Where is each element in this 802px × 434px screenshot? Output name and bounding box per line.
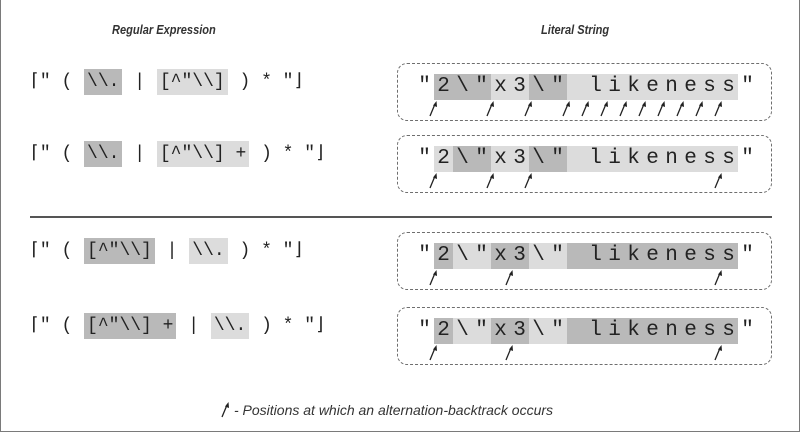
literal-char: e (643, 318, 662, 344)
literal-char: e (681, 146, 700, 172)
literal-char: l (586, 74, 605, 100)
literal-char: " (418, 147, 431, 170)
regex-segment: ) * "⌋ (228, 72, 305, 92)
regex-segment: ⌈" ( (29, 241, 84, 261)
literal-char: e (681, 74, 700, 100)
literal-char: e (643, 74, 662, 100)
literal-char: \ (529, 318, 548, 344)
regex-segment: | (177, 316, 210, 336)
literal-char: " (548, 318, 567, 344)
backtrack-arrow-icon (694, 101, 704, 117)
backtrack-arrow-icon (599, 101, 609, 117)
literal-char: x (491, 243, 510, 269)
literal-chars (415, 74, 757, 100)
literal-char: s (700, 243, 719, 269)
regex-segment: | (123, 144, 156, 164)
literal-string-box-4 (397, 307, 772, 365)
literal-char: " (418, 75, 431, 98)
backtrack-arrow-icon (561, 101, 571, 117)
literal-char: n (662, 74, 681, 100)
backtrack-arrow-icon (637, 101, 647, 117)
literal-char: i (605, 318, 624, 344)
regex-segment: | (123, 72, 156, 92)
backtrack-arrow-icon (504, 345, 514, 361)
literal-char: s (719, 146, 738, 172)
regex-segment: [^"\\] + (84, 313, 176, 339)
literal-char: e (643, 243, 662, 269)
literal-chars (415, 146, 757, 172)
regex-segment: \\. (84, 69, 122, 95)
literal-chars (415, 243, 757, 269)
literal-char: 2 (434, 146, 453, 172)
literal-char: e (643, 146, 662, 172)
backtrack-arrow-icon (618, 101, 628, 117)
literal-char: e (681, 318, 700, 344)
literal-char: " (548, 243, 567, 269)
regex-row-2 (28, 139, 327, 169)
literal-char: x (491, 74, 510, 100)
literal-char: 3 (510, 146, 529, 172)
literal-char: x (491, 318, 510, 344)
literal-char: 2 (434, 74, 453, 100)
literal-char: i (605, 243, 624, 269)
literal-char: " (741, 319, 754, 342)
literal-char: i (605, 146, 624, 172)
literal-char: s (719, 243, 738, 269)
backtrack-arrow-icon (675, 101, 685, 117)
literal-char: 3 (510, 318, 529, 344)
literal-char: e (681, 243, 700, 269)
literal-char: \ (453, 146, 472, 172)
backtrack-arrow-icon (428, 345, 438, 361)
literal-char: k (624, 318, 643, 344)
literal-char: 2 (434, 318, 453, 344)
backtrack-arrow-icon (713, 345, 723, 361)
regex-segment: ) * "⌋ (228, 241, 305, 261)
literal-char: " (418, 244, 431, 267)
literal-char: l (586, 146, 605, 172)
literal-char (567, 318, 586, 344)
regex-segment: ⌈" ( (29, 72, 84, 92)
regex-row-1 (28, 67, 305, 97)
literal-char: s (700, 318, 719, 344)
backtrack-arrow-icon (713, 173, 723, 189)
literal-char: \ (453, 318, 472, 344)
literal-char: \ (453, 74, 472, 100)
literal-char: " (741, 75, 754, 98)
literal-chars (415, 318, 757, 344)
backtrack-arrow-icon (485, 173, 495, 189)
regex-segment: ⌈" ( (29, 316, 84, 336)
regex-segment: [^"\\] + (157, 141, 249, 167)
regex-segment: \\. (211, 313, 249, 339)
literal-char: l (586, 243, 605, 269)
section-divider (30, 216, 772, 218)
literal-char: k (624, 243, 643, 269)
regex-segment: ⌈" ( (29, 144, 84, 164)
literal-char: 2 (434, 243, 453, 269)
regex-segment: \\. (189, 238, 227, 264)
regex-segment: ) * "⌋ (250, 316, 326, 336)
literal-char: s (719, 74, 738, 100)
literal-char: n (662, 318, 681, 344)
backtrack-arrow-icon (428, 173, 438, 189)
backtrack-arrow-icon (580, 101, 590, 117)
regex-segment: [^"\\] (84, 238, 155, 264)
backtrack-arrow-icon (523, 173, 533, 189)
backtrack-arrow-icon (428, 270, 438, 286)
literal-char: " (472, 318, 491, 344)
literal-string-box-3 (397, 232, 772, 290)
header-regular-expression: Regular Expression (112, 22, 216, 37)
literal-char: " (741, 147, 754, 170)
literal-char: \ (453, 243, 472, 269)
backtrack-arrow-icon (428, 101, 438, 117)
literal-char: " (472, 146, 491, 172)
backtrack-arrow-icon (504, 270, 514, 286)
regex-segment: [^"\\] (157, 69, 228, 95)
literal-char: k (624, 74, 643, 100)
literal-char: 3 (510, 243, 529, 269)
backtrack-arrow-icon (523, 101, 533, 117)
literal-char: \ (529, 74, 548, 100)
literal-char: \ (529, 243, 548, 269)
backtrack-arrow-icon (713, 270, 723, 286)
regex-row-3 (28, 236, 305, 266)
literal-char: l (586, 318, 605, 344)
header-literal-string: Literal String (541, 22, 610, 37)
literal-char: n (662, 243, 681, 269)
literal-char: \ (529, 146, 548, 172)
literal-char: 3 (510, 74, 529, 100)
literal-char: x (491, 146, 510, 172)
backtrack-arrow-icon (220, 402, 230, 418)
literal-char: s (700, 74, 719, 100)
literal-char: n (662, 146, 681, 172)
literal-char (567, 243, 586, 269)
backtrack-arrow-icon (713, 101, 723, 117)
literal-char: " (472, 243, 491, 269)
regex-segment: ) * "⌋ (250, 144, 326, 164)
literal-string-box-2 (397, 135, 772, 193)
literal-char: " (741, 244, 754, 267)
literal-char (567, 74, 586, 100)
regex-row-4 (28, 311, 327, 341)
literal-char: " (548, 146, 567, 172)
regex-segment: \\. (84, 141, 122, 167)
legend (220, 402, 553, 418)
literal-char: i (605, 74, 624, 100)
literal-char (567, 146, 586, 172)
backtrack-arrow-icon (485, 101, 495, 117)
literal-char: " (418, 319, 431, 342)
literal-string-box-1 (397, 63, 772, 121)
legend-text: - Positions at which an alternation-backtrack occurs (234, 402, 554, 418)
literal-char: s (719, 318, 738, 344)
literal-char: s (700, 146, 719, 172)
literal-char: " (472, 74, 491, 100)
literal-char: k (624, 146, 643, 172)
backtrack-arrow-icon (656, 101, 666, 117)
literal-char: " (548, 74, 567, 100)
regex-segment: | (155, 241, 189, 261)
